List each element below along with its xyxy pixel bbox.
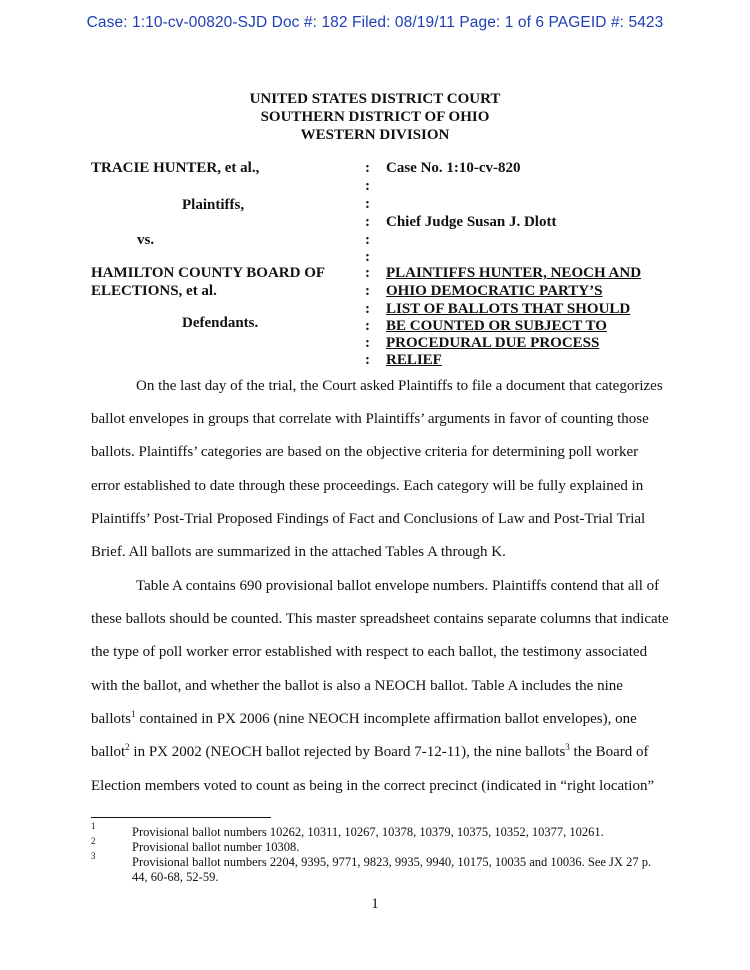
footnote-ref: 2: [125, 742, 130, 752]
case-number: Case No. 1:10-cv-820: [386, 160, 521, 176]
body-text-line: ballots$^1$ contained in PX 2006 (nine NEOCH incomplete affirmation ballot envelopes), one: [91, 709, 637, 727]
body-text-line: ballot$^2$ in PX 2002 (NEOCH ballot rejected by Board 7-12-11), the nine ballots$^3$ the Board of: [91, 742, 649, 760]
body-text-line: Election members voted to count as being in the correct precinct (indicated in “right location”: [91, 778, 655, 794]
footnote-text: Provisional ballot numbers 10262, 10311, 10267, 10378, 10379, 10375, 10352, 10377, 10261.: [132, 825, 604, 839]
caption-colon: :: [365, 352, 370, 368]
footnote-text: 44, 60-68, 52-59.: [132, 870, 219, 884]
document-title-line: PLAINTIFFS HUNTER, NEOCH AND: [386, 265, 642, 281]
page-number: 1: [371, 896, 379, 912]
document-title-line: PROCEDURAL DUE PROCESS: [386, 335, 600, 351]
defendants-label: Defendants.: [182, 315, 259, 331]
body-text-line: these ballots should be counted. This master spreadsheet contains separate columns that indicate: [91, 611, 669, 627]
footnote-mark: 2: [91, 835, 96, 846]
body-text-line: with the ballot, and whether the ballot is also a NEOCH ballot. Table A includes the nine: [91, 678, 623, 694]
caption-colon: :: [365, 178, 370, 194]
document-title-line: BE COUNTED OR SUBJECT TO: [386, 318, 607, 334]
footnote-ref: 1: [131, 709, 136, 719]
document-title-line: LIST OF BALLOTS THAT SHOULD: [386, 301, 631, 317]
body-text-line: ballots. Plaintiffs’ categories are based on the objective criteria for determining poll worker: [91, 444, 639, 460]
footnote-separator: [91, 817, 271, 818]
caption-colon: :: [365, 283, 370, 299]
defendant-name-line2: ELECTIONS, et al.: [91, 283, 217, 299]
body-text-line: Plaintiffs’ Post-Trial Proposed Findings of Fact and Conclusions of Law and Post-Trial Trial: [91, 511, 646, 527]
caption-colon: :: [365, 335, 370, 351]
body-text-line: On the last day of the trial, the Court asked Plaintiffs to file a document that categorizes: [136, 378, 663, 394]
versus-label: vs.: [137, 232, 155, 248]
footnote-mark: 3: [91, 850, 96, 861]
plaintiffs-label: Plaintiffs,: [182, 197, 245, 213]
body-text-line: the type of poll worker error established with respect to each ballot, the testimony associated: [91, 644, 648, 660]
caption-colon: :: [365, 318, 370, 334]
defendant-name-line1: HAMILTON COUNTY BOARD OF: [91, 265, 326, 281]
body-text-line: Brief. All ballots are summarized in the attached Tables A through K.: [91, 544, 506, 560]
caption-colon: :: [365, 249, 370, 265]
case-header-stamp: Case: 1:10-cv-00820-SJD Doc #: 182 Filed: 08/19/11 Page: 1 of 6 PAGEID #: 5423: [86, 14, 664, 31]
caption-colon: :: [365, 196, 370, 212]
document-title-line: RELIEF: [386, 352, 442, 368]
footnote-text: Provisional ballot number 10308.: [132, 840, 300, 854]
caption-colon: :: [365, 160, 370, 176]
court-district: SOUTHERN DISTRICT OF OHIO: [260, 109, 490, 125]
caption-colon: :: [365, 301, 370, 317]
footnote-text: Provisional ballot numbers 2204, 9395, 9771, 9823, 9935, 9940, 10175, 10035 and 10036. See JX 27 p.: [132, 855, 652, 869]
body-text-line: Table A contains 690 provisional ballot envelope numbers. Plaintiffs contend that all of: [136, 578, 660, 594]
caption-colon: :: [365, 265, 370, 281]
document-title-line: OHIO DEMOCRATIC PARTY’S: [386, 283, 603, 299]
judge-name: Chief Judge Susan J. Dlott: [386, 214, 557, 230]
court-division: WESTERN DIVISION: [300, 127, 450, 143]
body-text-line: ballot envelopes in groups that correlate with Plaintiffs’ arguments in favor of counting those: [91, 411, 649, 427]
body-text-line: error established to date through these proceedings. Each category will be fully explained in: [91, 478, 644, 494]
caption-colon: :: [365, 232, 370, 248]
plaintiff-name: TRACIE HUNTER, et al.,: [91, 160, 260, 176]
court-name: UNITED STATES DISTRICT COURT: [249, 91, 501, 107]
footnote-ref: 3: [565, 742, 570, 752]
footnote-mark: 1: [91, 820, 96, 831]
caption-colon: :: [365, 214, 370, 230]
